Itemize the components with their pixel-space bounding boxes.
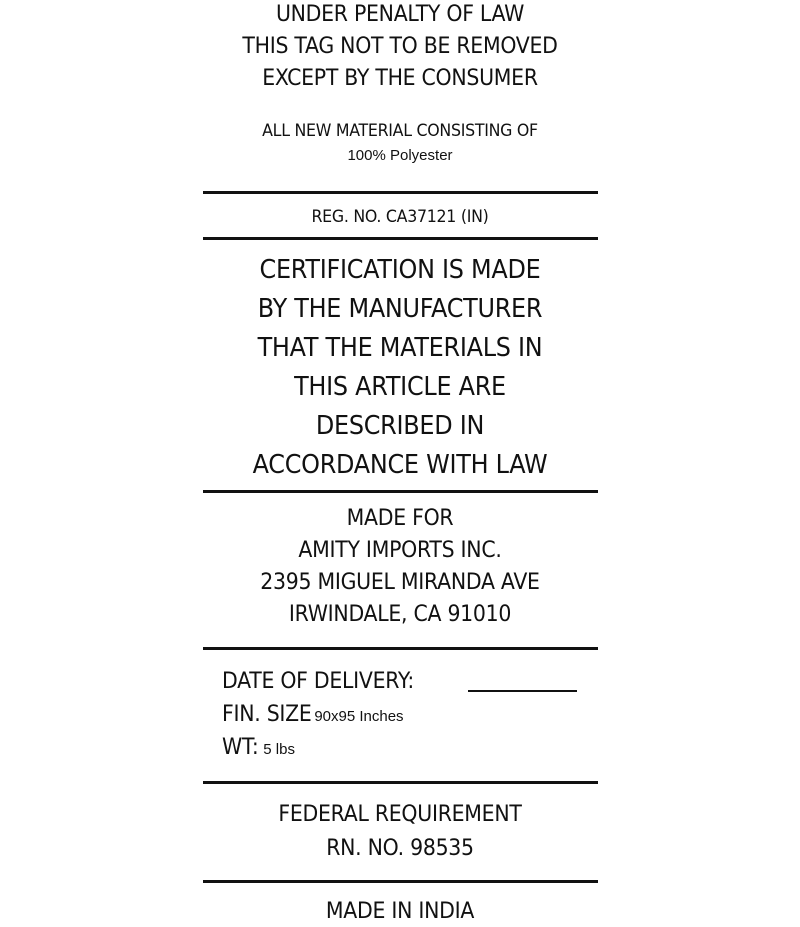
size-row	[222, 702, 404, 727]
divider-6	[203, 880, 598, 883]
warning-line-2: THIS TAG NOT TO BE REMOVED	[242, 34, 558, 59]
delivery-label: DATE OF DELIVERY:	[222, 669, 414, 694]
delivery-date-blank-line	[468, 690, 577, 692]
made-for-label: MADE FOR	[346, 506, 454, 531]
delivery-row	[222, 669, 428, 694]
made-for-street: 2395 MIGUEL MIRANDA AVE	[260, 570, 540, 595]
country-of-origin: MADE IN INDIA	[325, 899, 475, 924]
divider-3	[203, 490, 598, 493]
certification-line-5: DESCRIBED IN	[315, 411, 485, 441]
warning-line-3: EXCEPT BY THE CONSUMER	[262, 66, 538, 91]
made-for-company: AMITY IMPORTS INC.	[298, 538, 502, 563]
made-for-city: IRWINDALE, CA 91010	[288, 602, 512, 627]
certification-line-6: ACCORDANCE WITH LAW	[252, 450, 548, 480]
divider-2	[203, 237, 598, 240]
divider-5	[203, 781, 598, 784]
weight-row	[222, 735, 295, 760]
federal-requirement: FEDERAL REQUIREMENT	[278, 802, 522, 827]
weight-label: WT:	[222, 735, 259, 760]
weight-value: 5 lbs	[263, 741, 295, 758]
size-value: 90x95 Inches	[314, 708, 404, 725]
material-label: ALL NEW MATERIAL CONSISTING OF	[262, 121, 538, 141]
divider-4	[203, 647, 598, 650]
material-value: 100% Polyester	[347, 147, 453, 164]
registration-number: REG. NO. CA37121 (IN)	[311, 207, 489, 227]
certification-line-2: BY THE MANUFACTURER	[257, 294, 543, 324]
rn-number: RN. NO. 98535	[326, 836, 474, 861]
certification-line-4: THIS ARTICLE ARE	[294, 372, 506, 402]
certification-line-3: THAT THE MATERIALS IN	[257, 333, 543, 363]
warning-line-1: UNDER PENALTY OF LAW	[275, 2, 525, 27]
divider-1	[203, 191, 598, 194]
size-label: FIN. SIZE	[222, 702, 312, 727]
certification-line-1: CERTIFICATION IS MADE	[259, 255, 541, 285]
